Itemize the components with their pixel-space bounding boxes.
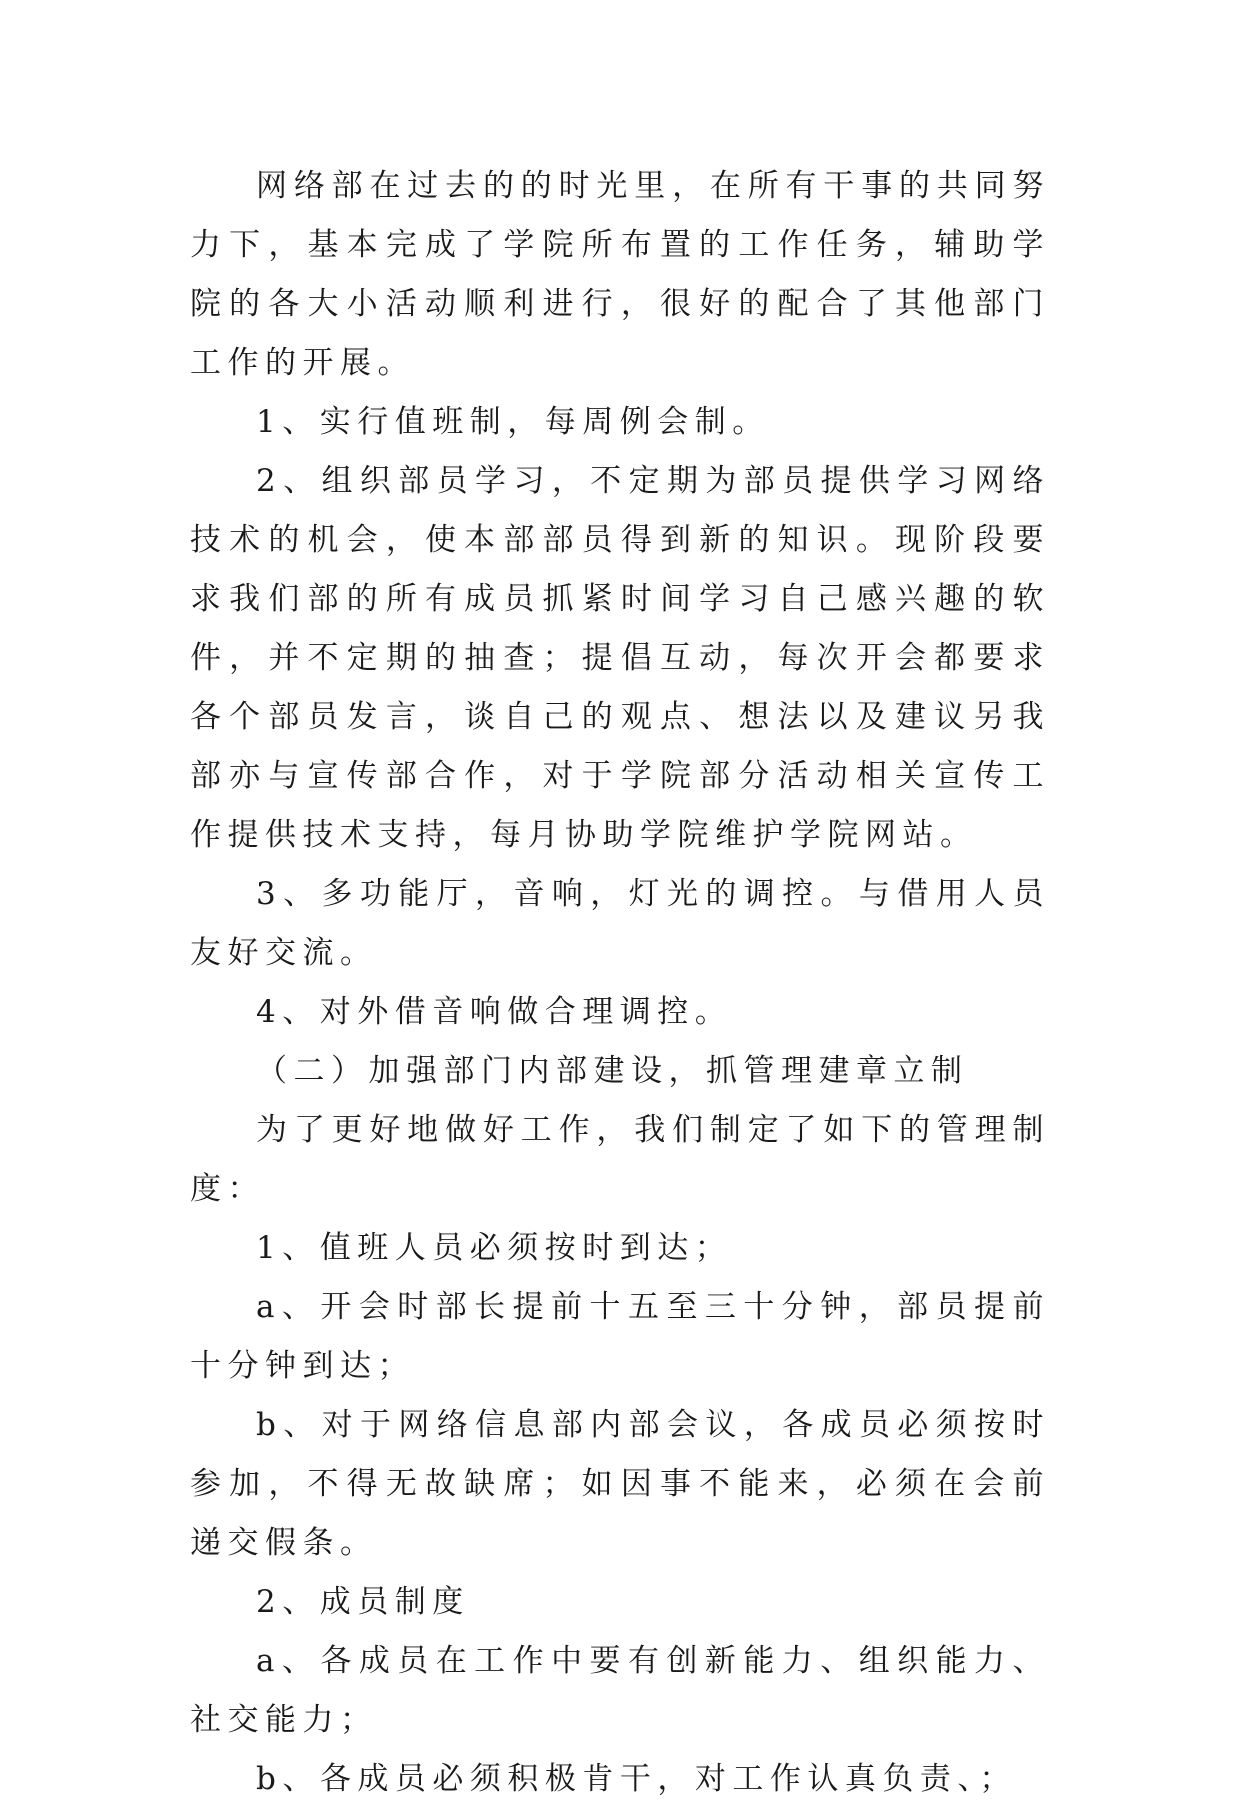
document-body (190, 157, 1050, 1809)
paragraph-item-3: 3、多功能厅，音响，灯光的调控。与借用人员友好交流。 (190, 876, 1050, 971)
rule-2b: b、各成员必须积极肯干，对工作认真负责、； (256, 1761, 1017, 1797)
section-heading: （二）加强部门内部建设，抓管理建章立制 (256, 1053, 969, 1089)
rule-1a: a、开会时部长提前十五至三十分钟，部员提前十分钟到达； (190, 1289, 1050, 1384)
rule-1b: b、对于网络信息部内部会议，各成员必须按时参加，不得无故缺席；如因事不能来，必须在会前递交假条。 (190, 1407, 1050, 1561)
paragraph-item-1: 1、实行值班制，每周例会制。 (256, 404, 770, 440)
paragraph-intro: 网络部在过去的的时光里，在所有干事的共同努力下，基本完成了学院所布置的工作任务，辅助学院的各大小活动顺利进行，很好的配合了其他部门工作的开展。 (190, 168, 1050, 381)
rule-2a: a、各成员在工作中要有创新能力、组织能力、社交能力； (190, 1643, 1050, 1738)
rule-1: 1、值班人员必须按时到达； (256, 1230, 733, 1266)
paragraph-item-2: 2、组织部员学习，不定期为部员提供学习网络技术的机会，使本部部员得到新的知识。现阶段要求我们部的所有成员抓紧时间学习自己感兴趣的软件，并不定期的抽查；提倡互动，每次开会都要求各个部员发言，谈自己的观点、想法以及建议另我部亦与宣传部合作，对于学院部分活动相关宣传工作提供技术支持，每月协助学院维护学院网站。 (190, 463, 1050, 853)
paragraph-rules-intro: 为了更好地做好工作，我们制定了如下的管理制度： (190, 1112, 1050, 1207)
rule-2: 2、成员制度 (256, 1584, 470, 1620)
paragraph-item-4: 4、对外借音响做合理调控。 (256, 994, 733, 1030)
